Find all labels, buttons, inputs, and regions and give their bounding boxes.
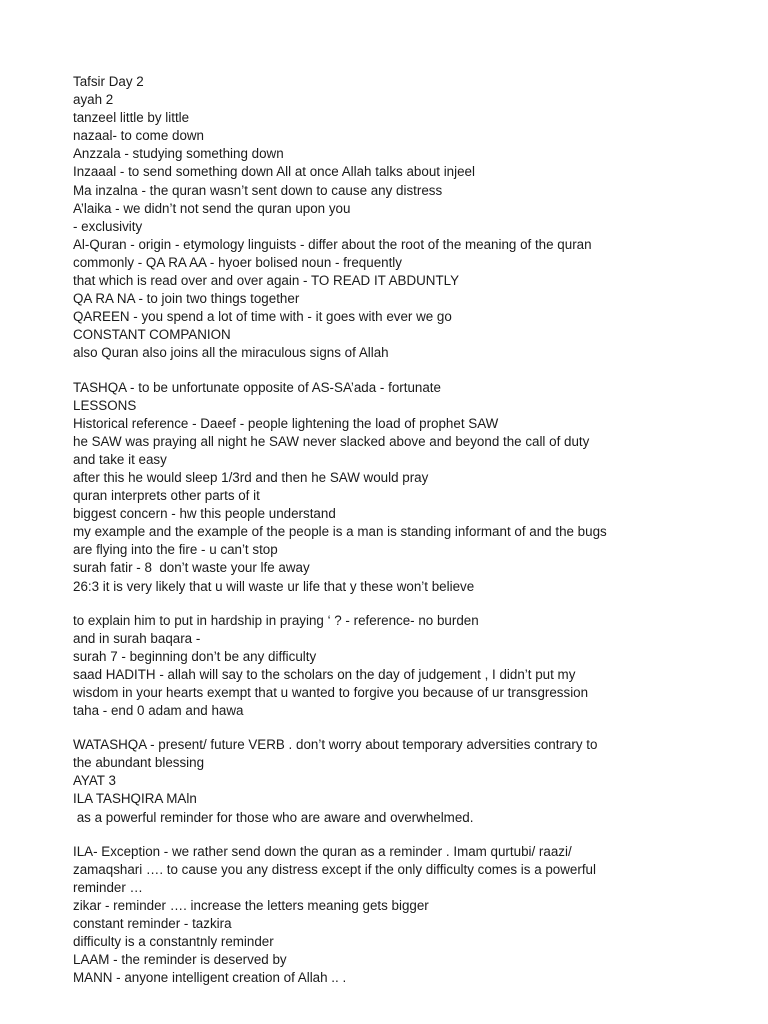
note-paragraph [73,736,713,826]
note-paragraph [73,843,713,988]
note-line: QAREEN - you spend a lot of time with - it goes with ever we go [73,309,452,325]
note-line: TASHQA - to be unfortunate opposite of AS-SA’ada - fortunate [73,379,441,395]
note-line: my example and the example of the people is a man is standing informant of and the bugs [73,524,607,540]
notes-body [73,73,713,987]
note-line: saad HADITH - allah will say to the scholars on the day of judgement , I didn’t put my [73,666,576,682]
note-line: constant reminder - tazkira [73,916,232,932]
note-paragraph [73,73,713,363]
note-line: biggest concern - hw this people understand [73,506,336,522]
note-paragraph [73,612,713,721]
note-line: he SAW was praying all night he SAW never slacked above and beyond the call of duty [73,433,590,449]
note-line: Historical reference - Daeef - people lightening the load of prophet SAW [73,415,499,431]
note-line: A’laika - we didn’t not send the quran upon you [73,200,351,216]
note-line: surah 7 - beginning don’t be any difficulty [73,648,317,664]
note-line: LAAM - the reminder is deserved by [73,952,287,968]
note-line: ILA- Exception - we rather send down the quran as a reminder . Imam qurtubi/ raazi/ [73,843,572,859]
note-line: Ma inzalna - the quran wasn’t sent down to cause any distress [73,182,443,198]
note-line: the abundant blessing [73,755,205,771]
note-line: and take it easy [73,451,167,467]
note-line: wisdom in your hearts exempt that u wanted to forgive you because of ur transgression [73,685,589,700]
note-line: to explain him to put in hardship in praying ‘ ? - reference- no burden [73,612,479,628]
note-line: quran interprets other parts of it [73,488,260,504]
note-line: difficulty is a constantnly reminder [73,934,274,950]
note-line: nazaal- to come down [73,128,205,144]
paragraph-gap [73,363,713,379]
note-line: QA RA NA - to join two things together [73,291,300,307]
paragraph-gap [73,827,713,843]
note-line: Inzaaal - to send something down All at once Allah talks about injeel [73,164,475,180]
note-line: also Quran also joins all the miraculous signs of Allah [73,345,389,361]
note-line: are flying into the fire - u can’t stop [73,542,278,558]
note-paragraph [73,379,713,596]
paragraph-gap [73,720,713,736]
note-line: AYAT 3 [73,773,116,789]
note-line: Tafsir Day 2 [73,74,144,89]
note-line: Anzzala - studying something down [73,146,284,162]
note-line: taha - end 0 adam and hawa [73,703,244,719]
note-line: WATASHQA - present/ future VERB . don’t worry about temporary adversities contrary to [73,737,598,753]
note-line: LESSONS [73,397,137,413]
note-line: that which is read over and over again - TO READ IT ABDUNTLY [73,273,460,289]
note-line: after this he would sleep 1/3rd and then he SAW would pray [73,469,429,485]
note-line: tanzeel little by little [73,110,190,126]
note-line: reminder … [73,879,143,895]
note-line: surah fatir - 8 don’t waste your lfe away [73,560,310,576]
note-line: zamaqshari …. to cause you any distress except if the only difficulty comes is a powerful [73,861,596,877]
note-line: MANN - anyone intelligent creation of Allah .. . [73,970,347,986]
note-line: zikar - reminder …. increase the letters meaning gets bigger [73,897,429,913]
note-line: Al-Quran - origin - etymology linguists - differ about the root of the meaning of the quran [73,236,592,252]
note-line: as a powerful reminder for those who are aware and overwhelmed. [73,809,474,825]
note-line: CONSTANT COMPANION [73,327,231,343]
paragraph-gap [73,596,713,612]
note-line: 26:3 it is very likely that u will waste ur life that y these won’t believe [73,578,475,594]
note-line: commonly - QA RA AA - hyoer bolised noun - frequently [73,254,402,270]
note-line: ayah 2 [73,92,114,108]
note-line: and in surah baqara - [73,630,201,646]
note-line: ILA TASHQIRA MAln [73,791,197,807]
note-line: - exclusivity [73,218,143,234]
